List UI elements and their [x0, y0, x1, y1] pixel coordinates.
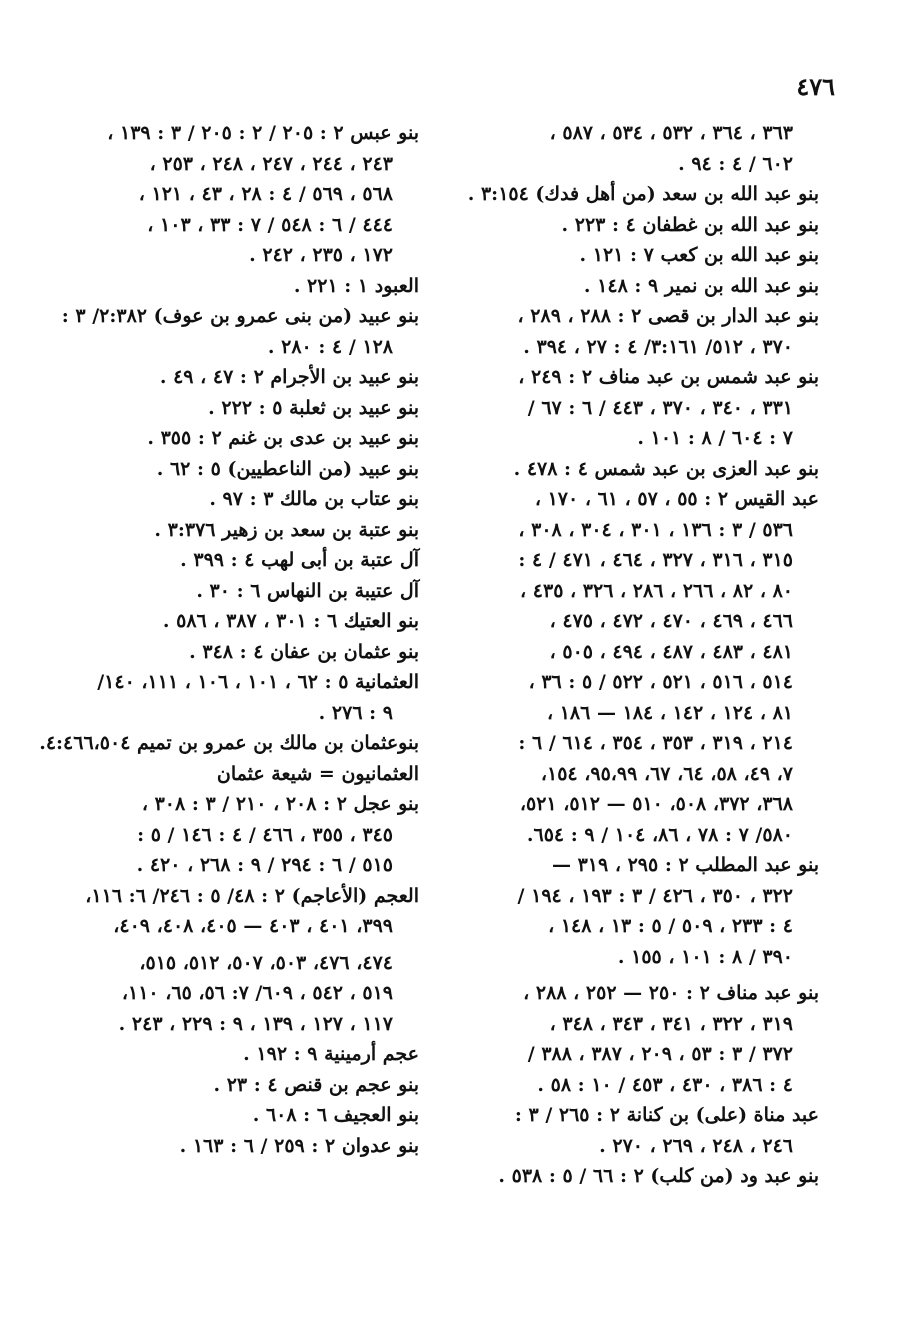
index-entry-continuation: ٥١٥ / ٦ : ٢٩٤ / ٩ : ٢٦٨ ، ٤٢٠ .	[136, 854, 393, 876]
index-entry: بنو عتبة بن سعد بن زهير ٣:٣٧٦ .	[154, 518, 419, 541]
index-entry-continuation: ٧ : ٦٠٤ / ٨ : ١٠١ .	[637, 427, 793, 449]
index-entry: بنو العجيف ٦ : ٦٠٨ .	[252, 1104, 419, 1126]
index-entry-continuation: ١٧٢ ، ٢٣٥ ، ٢٤٢ .	[249, 244, 393, 266]
index-entry-continuation: ٢٤٣ ، ٢٤٤ ، ٢٤٧ ، ٢٤٨ ، ٢٥٣ ،	[149, 152, 393, 175]
index-entry: بنو عبد ود (من كلب) ٢ : ٦٦ / ٥ : ٥٣٨ .	[498, 1165, 819, 1187]
index-entry-continuation: ٣٧٢ / ٣ : ٥٣ ، ٢٠٩ ، ٣٨٧ ، ٣٨٨ /	[527, 1043, 793, 1065]
index-entry: بنو عجل ٢ : ٢٠٨ ، ٢١٠ / ٣ : ٣٠٨ ،	[141, 793, 419, 815]
index-entry: آل عتيبة بن النهاس ٦ : ٣٠ .	[196, 579, 419, 602]
index-entry: بنو عبيد بن ثعلبة ٥ : ٢٢٢ .	[208, 396, 419, 419]
index-entry: بنو عبد الله بن كعب ٧ : ١٢١ .	[579, 244, 819, 266]
index-column-left	[39, 118, 419, 1161]
index-entry-continuation: ٣٦٣ ، ٣٦٤ ، ٥٣٢ ، ٥٣٤ ، ٥٨٧ ،	[549, 122, 793, 144]
index-entry-continuation: ٨٠ ، ٨٢ ، ٢٦٦ ، ٢٨٦ ، ٣٢٦ ، ٤٣٥ ،	[520, 579, 793, 602]
index-entry: العثمانيون = شيعة عثمان	[216, 762, 419, 785]
index-entry: بنوعثمان بن مالك بن عمرو بن تميم ٤:٤٦٦،٥٠٤.	[39, 732, 419, 754]
index-entry: العبود ١ : ٢٢١ .	[293, 274, 419, 297]
index-entry-continuation: ١٢٨ / ٤ : ٢٨٠ .	[267, 335, 393, 358]
index-entry-continuation: ٥٣٦ / ٣ : ١٣٦ ، ٣٠١ ، ٣٠٤ ، ٣٠٨ ،	[518, 518, 793, 541]
index-entry-continuation: ٥١٩ ، ٥٤٢ ، ٦٠٩/ ٧: ٥٦، ٦٥، ١١٠،	[121, 982, 393, 1004]
index-entry: بنو عبد العزى بن عبد شمس ٤ : ٤٧٨ .	[513, 457, 819, 480]
index-entry-continuation: ٥٦٨ ، ٥٦٩ / ٤ : ٢٨ ، ٤٣ ، ١٢١ ،	[138, 183, 393, 205]
index-entry: بنو عتاب بن مالك ٣ : ٩٧ .	[209, 488, 419, 510]
index-entry: آل عتبة بن أبى لهب ٤ : ٣٩٩ .	[180, 549, 419, 571]
index-entry: بنو عبس ٢ : ٢٠٥ / ٢ : ٢٠٥ / ٣ : ١٣٩ ،	[107, 122, 419, 144]
index-entry-continuation: ٢٤٦ ، ٢٤٨ ، ٢٦٩ ، ٢٧٠ .	[599, 1134, 793, 1157]
index-entry-continuation: ٣٩٠ / ٨ : ١٠١ ، ١٥٥ .	[617, 945, 793, 968]
index-entry-continuation: ٣٤٥ ، ٣٥٥ ، ٤٦٦ / ٤ : ١٤٦ / ٥ :	[137, 823, 393, 846]
index-entry: بنو عبيد (من الناعطيين) ٥ : ٦٢ .	[156, 457, 419, 480]
index-entry-continuation: ٤٧٤، ٤٧٦، ٥٠٣، ٥٠٧، ٥١٢، ٥١٥،	[139, 951, 393, 974]
index-entry: بنو عبد المطلب ٢ : ٢٩٥ ، ٣١٩ —	[551, 854, 819, 876]
index-entry-continuation: ٤٤٤ / ٦ : ٥٤٨ / ٧ : ٣٣ ، ١٠٣ ،	[147, 213, 393, 236]
index-entry: عبد القيس ٢ : ٥٥ ، ٥٧ ، ٦١ ، ١٧٠ ،	[534, 488, 819, 510]
index-entry-continuation: ٨١ ، ١٢٤ ، ١٤٢ ، ١٨٤ — ١٨٦ ،	[546, 701, 793, 724]
index-entry: بنو عبد الله بن سعد (من أهل فدك) ٣:١٥٤ .	[467, 183, 819, 205]
index-column-right	[447, 118, 819, 1192]
index-entry: بنو عدوان ٢ : ٢٥٩ / ٦ : ١٦٣ .	[179, 1134, 419, 1157]
index-entry: بنو عبد الله بن غطفان ٤ : ٢٢٣ .	[561, 213, 819, 236]
index-entry-continuation: ٧، ٤٩، ٥٨، ٦٤، ٦٧، ٩٥،٩٩، ١٥٤،	[540, 762, 793, 785]
index-entry: بنو عثمان بن عفان ٤ : ٣٤٨ .	[189, 640, 419, 663]
index-entry: بنو العتيك ٦ : ٣٠١ ، ٣٨٧ ، ٥٨٦ .	[162, 610, 419, 632]
index-entry-continuation: ٤ : ٣٨٦ ، ٤٣٠ ، ٤٥٣ / ١٠ : ٥٨ .	[537, 1073, 793, 1096]
index-entry-continuation: ١١٧ ، ١٢٧ ، ١٣٩ ، ٩ : ٢٢٩ ، ٢٤٣ .	[118, 1012, 393, 1035]
index-entry-continuation: ٣٧٠ ، ٥١٢/ ٣:١٦١/ ٤ : ٢٧ ، ٣٩٤ .	[523, 335, 793, 358]
page-number: ٤٧٦	[796, 72, 835, 101]
index-entry: بنو عبيد (من بنى عمرو بن عوف) ٢:٣٨٢/ ٣ :	[61, 305, 419, 327]
index-entry-continuation: ٥٨٠/ ٧ : ٧٨ ، ٨٦، ١٠٤ / ٩ : ٦٥٤.	[526, 823, 793, 846]
index-entry-continuation: ٣١٥ ، ٣١٦ ، ٣٢٧ ، ٤٦٤ ، ٤٧١ / ٤ :	[518, 549, 793, 571]
index-entry: بنو عبد الله بن نمير ٩ : ١٤٨ .	[583, 274, 819, 297]
index-entry: بنو عبد الدار بن قصى ٢ : ٢٨٨ ، ٢٨٩ ،	[517, 305, 819, 327]
index-entry-continuation: ٣١٩ ، ٣٢٢ ، ٣٤١ ، ٣٤٣ ، ٣٤٨ ،	[549, 1012, 793, 1035]
index-entry: بنو عبيد بن الأجرام ٢ : ٤٧ ، ٤٩ .	[159, 366, 419, 388]
index-entry-continuation: ٦٠٢ / ٤ : ٩٤ .	[678, 152, 793, 175]
index-entry: عجم أرمينية ٩ : ١٩٢ .	[243, 1043, 419, 1065]
index-entry-continuation: ٥١٤ ، ٥١٦ ، ٥٢١ ، ٥٢٢ / ٥ : ٣٦ ،	[528, 671, 793, 693]
index-entry-continuation: ٤ : ٢٣٣ ، ٥٠٩ / ٥ : ١٣ ، ١٤٨ ،	[548, 915, 793, 937]
index-entry: بنو عجم بن قنص ٤ : ٢٣ .	[213, 1073, 419, 1096]
index-entry-continuation: ٣٦٨، ٣٧٢، ٥٠٨، ٥١٠ — ٥١٢، ٥٢١،	[519, 793, 793, 815]
index-entry-continuation: ٢١٤ ، ٣١٩ ، ٣٥٣ ، ٣٥٤ ، ٦١٤ / ٦ :	[518, 732, 793, 754]
index-entry-continuation: ٩ : ٢٧٦ .	[318, 701, 393, 724]
index-entry-continuation: ٤٨١ ، ٤٨٣ ، ٤٨٧ ، ٤٩٤ ، ٥٠٥ ،	[549, 640, 793, 663]
index-entry: العثمانية ٥ : ٦٢ ، ١٠١ ، ١٠٦ ، ١١١، ١٤٠/	[97, 671, 419, 693]
index-entry: عبد مناة (على) بن كنانة ٢ : ٢٦٥ / ٣ :	[514, 1104, 819, 1126]
index-entry: بنو عبد مناف ٢ : ٢٥٠ — ٢٥٢ ، ٢٨٨ ،	[523, 982, 819, 1004]
index-entry: بنو عبيد بن عدى بن غنم ٢ : ٣٥٥ .	[147, 427, 419, 449]
index-entry: بنو عبد شمس بن عبد مناف ٢ : ٢٤٩ ،	[518, 366, 819, 388]
index-entry-continuation: ٣٩٩، ٤٠١ ، ٤٠٣ — ٤٠٥، ٤٠٨، ٤٠٩،	[113, 915, 393, 937]
index-entry-continuation: ٣٢٢ ، ٣٥٠ ، ٤٢٦ / ٣ : ١٩٣ ، ١٩٤ /	[517, 884, 793, 907]
index-entry-continuation: ٣٣١ ، ٣٤٠ ، ٣٧٠ ، ٤٤٣ / ٦ : ٦٧ /	[527, 396, 793, 419]
index-entry: العجم (الأعاجم) ٢ : ٤٨/ ٥ : ٢٤٦/ ٦: ١١٦،	[85, 884, 419, 907]
index-entry-continuation: ٤٦٦ ، ٤٦٩ ، ٤٧٠ ، ٤٧٢ ، ٤٧٥ ،	[549, 610, 793, 632]
